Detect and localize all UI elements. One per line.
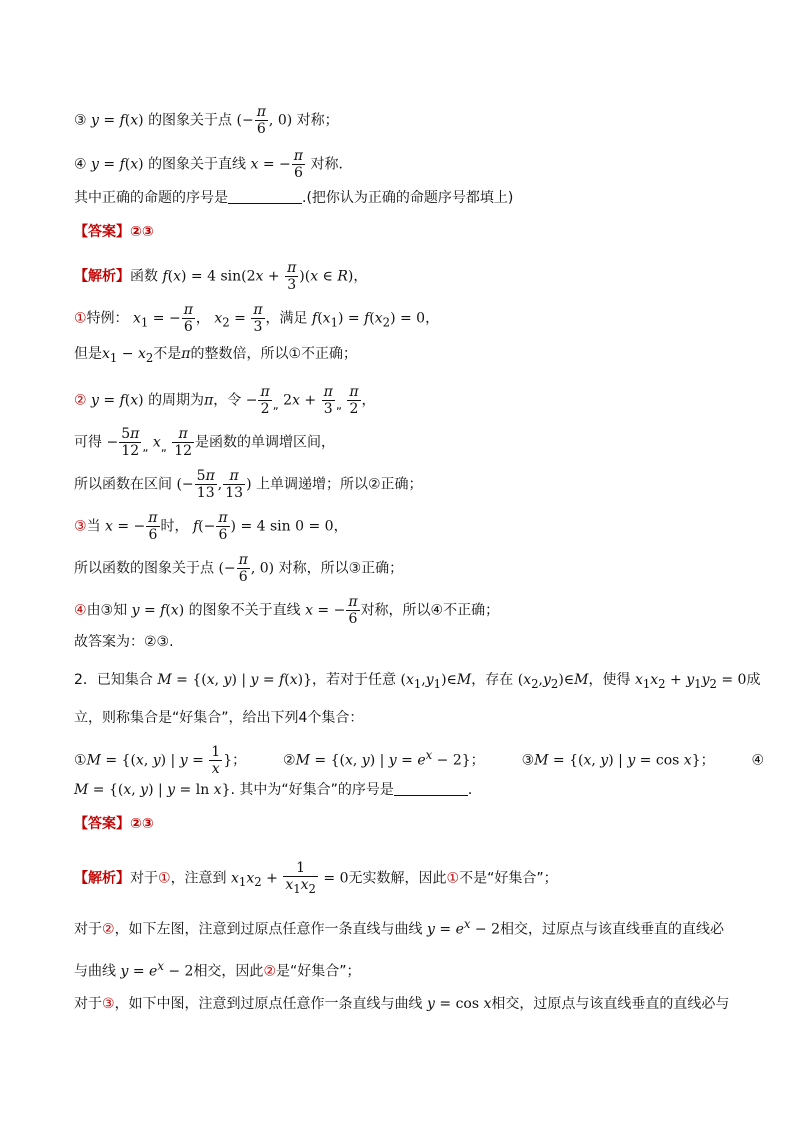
q2-options: ①M = {(x, y) | y = $\frac{1}{x}$ }； ②M = {(x, y) | $y = e^x - 2$}； ③M = {(x, y) | y = cos x}； ④ bbox=[74, 744, 765, 777]
q2-stem-line2: 立，则称集合是“好集合”，给出下列4个集合： bbox=[74, 710, 364, 726]
q1-case2-line2: 可得 − $\frac{5\pi}{12}$ $_„$ $x_„$ $\frac{\pi}{12}$ 是函数的单调增区间， bbox=[74, 426, 336, 459]
q2-analysis1: 【解析】对于①，注意到 $x_1x_2$ + $\frac{1}{x_1x_2}$ = 0无实数解，因此①不是“好集合”； bbox=[74, 860, 558, 896]
q2-answer: 【答案】②③ bbox=[74, 816, 154, 832]
q1-case3-line2: 所以函数的图象关于点 (− $\frac{\pi}{6}$ , 0) 对称，所以③正确； bbox=[74, 552, 404, 585]
q1-case2-line3: 所以函数在区间 (− $\frac{5\pi}{13}$ , $\frac{\pi}{13}$ ) 上单调递增；所以②正确； bbox=[74, 468, 423, 501]
answer-blank-2 bbox=[394, 781, 468, 796]
q2-analysis3: 对于③，如下中图，注意到过原点任意作一条直线与曲线 y = cos x相交，过原点与该直线垂直的直线必与 bbox=[74, 996, 730, 1012]
q1-item4: ④ y = f(x) 的图象关于直线 x = − $\frac{\pi}{6}$ 对称． bbox=[74, 148, 353, 181]
q1-conclusion: 故答案为：②③. bbox=[74, 634, 174, 650]
q1-case4: ④由③知 y = f(x) 的图象不关于直线 x = − $\frac{\pi}{6}$ 对称，所以④不正确； bbox=[74, 594, 500, 627]
q1-case3: ③当 x = − $\frac{\pi}{6}$ 时， f(− $\frac{\pi}{6}$ ) = 4 sin 0 = 0， bbox=[74, 510, 348, 543]
q1-analysis: 【解析】函数 f(x) = 4 sin(2x + $\frac{\pi}{3}$ )(x ∈ R)， bbox=[74, 260, 368, 293]
item3-label: ③ bbox=[74, 112, 87, 129]
q1-answer: 【答案】②③ bbox=[74, 224, 154, 240]
q2-option4: M = {(x, y) | y = ln x}. 其中为“好集合”的序号是 ． bbox=[74, 782, 482, 798]
q2-analysis2-line2: 与曲线 $y = e^x - 2$相交，因此②是“好集合”； bbox=[74, 959, 361, 980]
q2-analysis2: 对于②，如下左图，注意到过原点任意作一条直线与曲线 $y = e^x - 2$相交，过原点与该直线垂直的直线必 bbox=[74, 917, 724, 938]
q1-question: 其中正确的命题的序号是 .(把你认为正确的命题序号都填上) bbox=[74, 190, 514, 206]
q1-case1-line2: 但是$x_1 - x_2$不是π的整数倍，所以①不正确； bbox=[74, 346, 358, 365]
answer-blank bbox=[228, 189, 302, 204]
q1-item3: ③ y = f(x) 的图象关于点 (− $\frac{\pi}{6}$ , 0) 对称； bbox=[74, 104, 339, 137]
q1-case1: ①特例： $x_1$ = − $\frac{\pi}{6}$ ， $x_2$ = $\frac{\pi}{3}$ ，满足 $f(x_1) = f(x_2) = 0$， bbox=[74, 302, 440, 335]
q2-stem: 2．已知集合 M = {(x, y) | y = f(x)}，若对于任意 $(x_1,y_1)\in M$，存在 $(x_2,y_2)\in M$，使得 $x_1x_2 + y_1y_2 = 0$成 bbox=[74, 672, 761, 691]
q1-case2: ② y = f(x) 的周期为π，令 − $\frac{\pi}{2}$ $_„$ 2x + $\frac{\pi}{3}$ $_„$ $\frac{\pi}{2}$ ， bbox=[74, 384, 376, 417]
